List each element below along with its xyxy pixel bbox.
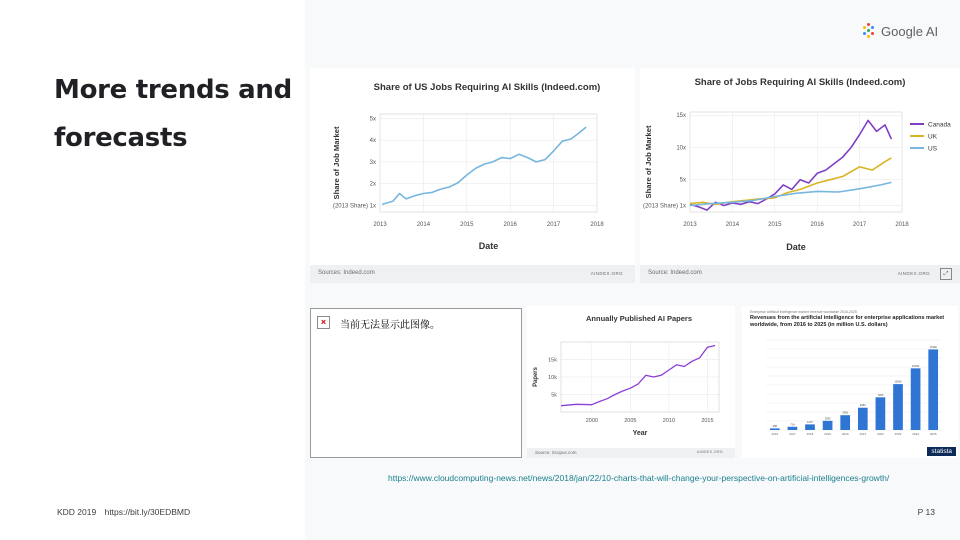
- x-tick-label: 2018: [895, 222, 909, 228]
- ai-revenue-chart-panel: [742, 306, 958, 458]
- ai-revenue-chart: [742, 306, 958, 458]
- us-jobs-chart-panel: [310, 68, 635, 283]
- y-tick-label: (2013 Share) 1x: [642, 203, 686, 210]
- bar-value-label: 1247: [807, 420, 813, 424]
- series-line-us: [690, 182, 891, 205]
- y-axis-label: Share of Job Market: [332, 126, 341, 200]
- x-tick-label: 2025: [929, 432, 937, 436]
- us-jobs-chart: [310, 68, 635, 265]
- x-tick-label: 2023: [894, 432, 902, 436]
- y-tick-label: 2x: [369, 181, 376, 188]
- plot-frame: [690, 112, 902, 212]
- ai-papers-chart-panel: [527, 306, 735, 458]
- y-tick-label: 10x: [676, 145, 686, 152]
- broken-image-icon: ×: [317, 316, 330, 329]
- y-tick-label: 3x: [369, 159, 376, 166]
- x-tick-label: 2015: [701, 418, 714, 424]
- series-line-uk: [690, 158, 891, 205]
- x-tick-label: 2016: [503, 222, 517, 228]
- brand-label: AINDEX.ORG: [697, 450, 723, 454]
- x-tick-label: 2024: [912, 432, 919, 436]
- series-line-canada: [690, 120, 891, 210]
- revenue-bar: [788, 427, 798, 430]
- y-tick-label: 4x: [369, 138, 376, 145]
- source-label: Sources: Indeed.com: [318, 270, 375, 276]
- y-tick-label: 5x: [369, 116, 376, 123]
- revenue-bar: [840, 415, 850, 430]
- bar-value-label: 4950: [859, 404, 866, 408]
- legend-label: UK: [928, 133, 938, 141]
- revenue-bar: [858, 408, 868, 430]
- x-axis-label: Date: [786, 242, 806, 252]
- short-link[interactable]: https://bit.ly/30EDBMD: [104, 507, 191, 517]
- revenue-header: Enterprise artificial intelligence market revenue worldwide 2016-2025: [750, 310, 857, 314]
- legend-label: US: [928, 145, 938, 153]
- bar-value-label: 17900: [929, 345, 937, 349]
- brand-label: AINDEX.ORG: [897, 271, 930, 276]
- x-tick-label: 2016: [810, 222, 824, 228]
- x-tick-label: 2020: [841, 432, 849, 436]
- x-axis-label: Date: [478, 241, 499, 251]
- x-tick-label: 2005: [624, 418, 637, 424]
- x-tick-label: 2022: [877, 432, 884, 436]
- x-tick-label: 2013: [683, 222, 697, 228]
- source-label: Source: Indeed.com: [648, 270, 702, 276]
- y-axis-label: Papers: [533, 367, 539, 387]
- y-tick-label: 10k: [548, 375, 557, 381]
- y-tick-label: 15x: [676, 113, 686, 120]
- y-tick-label: (2013 Share) 1x: [332, 203, 376, 210]
- revenue-bar: [805, 424, 815, 430]
- x-tick-label: 2015: [768, 222, 782, 228]
- legend-label: Canada: [928, 121, 951, 129]
- page-number: P 13: [917, 507, 935, 517]
- series-line-0: [561, 346, 715, 406]
- slide-footer-left: [57, 507, 196, 517]
- google-ai-dots-icon: [862, 23, 876, 39]
- panel-footer: [310, 265, 635, 283]
- x-tick-label: 2017: [852, 222, 867, 228]
- revenue-bar: [893, 384, 903, 430]
- x-tick-label: 2017: [546, 222, 561, 228]
- x-tick-label: 2018: [806, 432, 814, 436]
- x-axis-label: Year: [632, 430, 648, 437]
- revenue-bar: [823, 421, 833, 430]
- y-tick-label: 5x: [679, 177, 686, 184]
- bar-value-label: 2043: [824, 417, 831, 421]
- statista-badge: statista: [927, 447, 956, 456]
- world-jobs-chart-panel: [640, 68, 960, 283]
- panel-footer: [640, 265, 960, 283]
- panel-footer: [527, 448, 735, 458]
- x-tick-label: 2014: [725, 222, 740, 228]
- revenue-bar: [911, 368, 921, 430]
- world-jobs-chart: [640, 68, 960, 265]
- x-tick-label: 2013: [373, 222, 387, 228]
- chart-title: Annually Published AI Papers: [586, 314, 692, 323]
- y-axis-label: Share of Job Market: [644, 125, 653, 199]
- source-label: Source: Scopus.com: [535, 450, 577, 455]
- share-icon: ⤢: [940, 268, 952, 280]
- series-line-0: [382, 127, 586, 204]
- slide-title: More trends and forecasts: [54, 75, 292, 153]
- chart-title: Share of Jobs Requiring AI Skills (Indeed.com): [694, 77, 906, 88]
- google-ai-logo: [862, 23, 938, 39]
- bar-value-label: 10200: [894, 380, 902, 384]
- broken-image-text: 当前无法显示此图像。: [340, 320, 440, 331]
- bar-value-label: 13700: [911, 364, 920, 368]
- x-tick-label: 2016: [771, 432, 779, 436]
- chart-title: Share of US Jobs Requiring AI Skills (Indeed.com): [373, 82, 601, 93]
- x-tick-label: 2021: [859, 432, 867, 436]
- broken-image-placeholder: [310, 308, 522, 458]
- x-tick-label: 2014: [416, 222, 431, 228]
- brand-label: AINDEX.ORG: [590, 271, 623, 276]
- source-url-link[interactable]: https://www.cloudcomputing-news.net/news/2018/jan/22/10-charts-that-will-change-your-perspective-on-artificial-intelligences-growth/: [388, 473, 890, 483]
- revenue-title: Revenues from the artificial intelligence for enterprise applications market worldwide, from 2016 to 2025 (in million U.S. dollars): [750, 315, 945, 328]
- y-tick-label: 5k: [551, 392, 557, 399]
- x-tick-label: 2018: [590, 222, 604, 228]
- x-tick-label: 2017: [789, 432, 796, 436]
- revenue-bar: [876, 397, 886, 430]
- x-tick-label: 2015: [460, 222, 474, 228]
- x-tick-label: 2019: [824, 432, 831, 436]
- logo-text: Google AI: [881, 23, 939, 39]
- revenue-bar: [770, 428, 780, 430]
- bar-value-label: 3290: [842, 411, 849, 415]
- bar-value-label: 7260: [877, 393, 884, 397]
- x-tick-label: 2010: [662, 418, 676, 424]
- conference-label: KDD 2019: [57, 507, 97, 517]
- bar-value-label: 714: [790, 423, 795, 427]
- y-tick-label: 15k: [548, 357, 557, 364]
- x-tick-label: 2000: [585, 418, 598, 424]
- ai-papers-chart: [527, 306, 735, 450]
- bar-value-label: 358: [772, 424, 777, 428]
- revenue-bar: [928, 349, 938, 430]
